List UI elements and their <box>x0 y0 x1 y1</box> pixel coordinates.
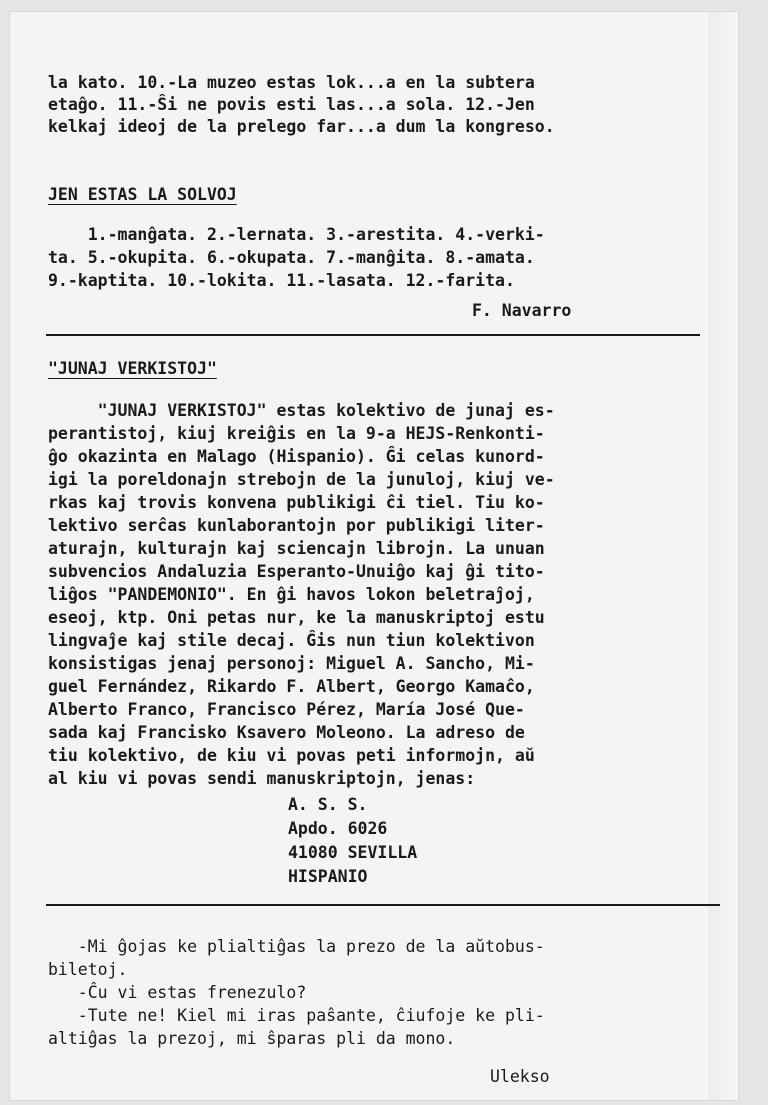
junaj-line-13: guel Fernández, Rikardo F. Albert, Georgo Kamaĉo, <box>48 677 535 696</box>
junaj-line-1: "JUNAJ VERKISTOJ" estas kolektivo de junaj es- <box>48 401 555 420</box>
junaj-line-3: ĝo okazinta en Malago (Hispanio). Ĝi celas kunord- <box>48 447 545 466</box>
address-line-2: Apdo. 6026 <box>288 819 388 838</box>
junaj-line-14: Alberto Franco, Francisco Pérez, María José Que- <box>48 700 525 719</box>
joke-line-4: -Tute ne! Kiel mi iras paŝante, ĉiufoje ke pli- <box>48 1006 545 1025</box>
intro-line-3: kelkaj ideoj de la prelego far...a dum la kongreso. <box>48 117 555 136</box>
junaj-line-11: lingvaĵe kaj stile decaj. Ĝis nun tiun kolektivon <box>48 631 535 650</box>
junaj-line-7: aturajn, kulturajn kaj sciencajn librojn. La unuan <box>48 539 545 558</box>
junaj-heading: "JUNAJ VERKISTOJ" <box>48 359 217 378</box>
intro-line-1: la kato. 10.-La muzeo estas lok...a en la subtera <box>48 73 535 92</box>
solution-signature: F. Navarro <box>472 301 572 320</box>
junaj-line-5: rkas kaj trovis konvena publikigi ĉi tiel. Tiu ko- <box>48 493 545 512</box>
junaj-line-10: eseoj, ktp. Oni petas nur, ke la manuskriptoj estu <box>48 608 545 627</box>
junaj-line-15: sada kaj Francisko Ksavero Moleono. La adreso de <box>48 723 525 742</box>
junaj-line-12: konsistigas jenaj personoj: Miguel A. Sancho, Mi- <box>48 654 535 673</box>
junaj-line-17: al kiu vi povas sendi manuskriptojn, jenas: <box>48 769 476 788</box>
junaj-line-9: liĝos "PANDEMONIO". En ĝi havos lokon beletraĵoj, <box>48 585 535 604</box>
address-line-1: A. S. S. <box>288 795 368 814</box>
solution-line-1: 1.-manĝata. 2.-lernata. 3.-arestita. 4.-verki- <box>48 225 545 244</box>
joke-line-1: -Mi ĝojas ke plialtiĝas la prezo de la aŭtobus- <box>48 937 545 956</box>
joke-line-2: biletoj. <box>48 960 128 979</box>
junaj-line-6: lektivo serĉas kunlaborantojn por publikigi liter- <box>48 516 545 535</box>
intro-line-2: etaĝo. 11.-Ŝi ne povis esti las...a sola. 12.-Jen <box>48 95 535 114</box>
solution-line-3: 9.-kaptita. 10.-lokita. 11.-lasata. 12.-farita. <box>48 271 515 290</box>
address-line-3: 41080 SEVILLA <box>288 843 418 862</box>
joke-line-3: -Ĉu vi estas frenezulo? <box>48 983 307 1002</box>
solution-heading: JEN ESTAS LA SOLVOJ <box>48 185 237 204</box>
junaj-line-2: perantistoj, kiuj kreiĝis en la 9-a HEJS-Renkonti- <box>48 424 545 443</box>
junaj-line-4: igi la poreldonajn strebojn de la junuloj, kiuj ve- <box>48 470 555 489</box>
junaj-line-8: subvencios Andaluzia Esperanto-Unuiĝo kaj ĝi tito- <box>48 562 545 581</box>
address-line-4: HISPANIO <box>288 867 368 886</box>
solution-line-2: ta. 5.-okupita. 6.-okupata. 7.-manĝita. 8.-amata. <box>48 248 535 267</box>
document-page <box>10 12 738 1100</box>
divider-rule <box>46 334 700 336</box>
joke-line-5: altiĝas la prezoj, mi ŝparas pli da mono. <box>48 1029 456 1048</box>
junaj-line-16: tiu kolektivo, de kiu vi povas peti informojn, aŭ <box>48 746 535 765</box>
divider-rule-2 <box>46 904 720 906</box>
page-edge-shadow <box>708 12 738 1100</box>
joke-signature: Ulekso <box>490 1067 550 1086</box>
